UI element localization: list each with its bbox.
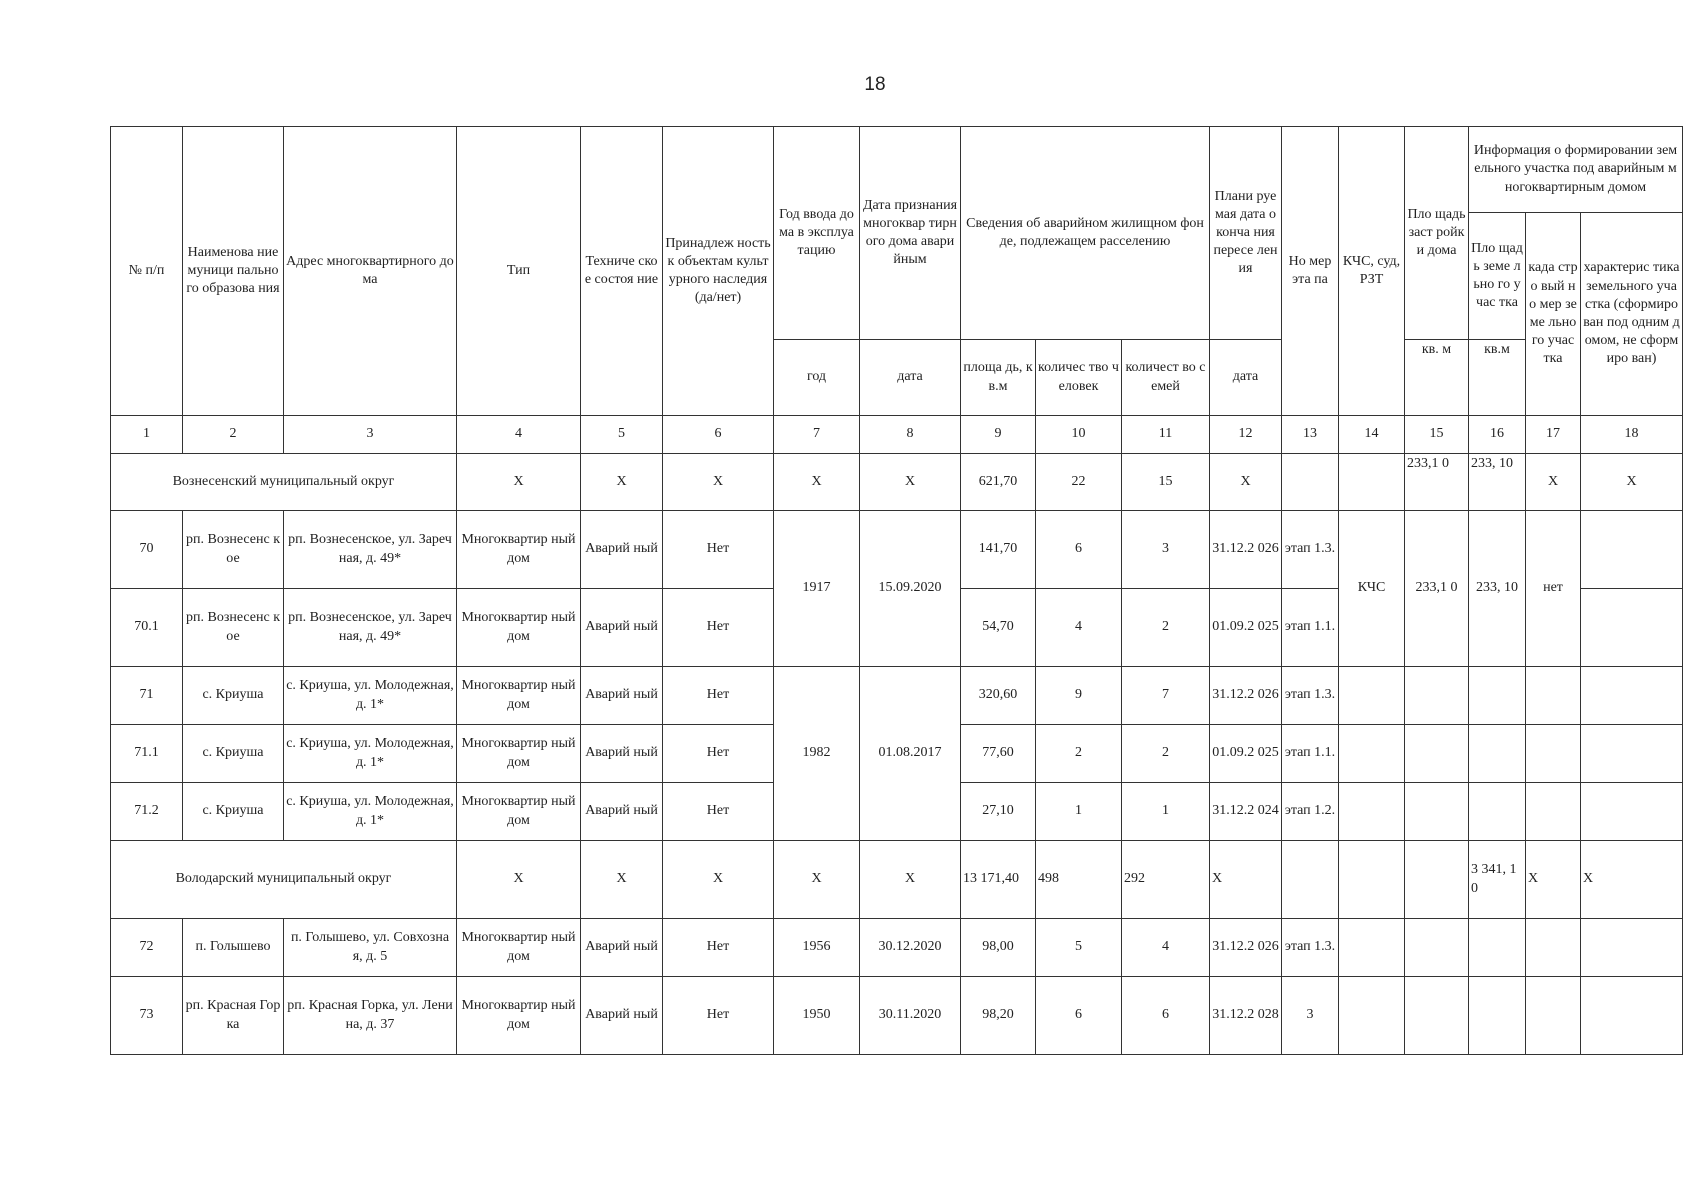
column-number: 10	[1036, 416, 1122, 454]
table-row	[111, 511, 1683, 589]
group-cell-cadastral: X	[1526, 454, 1581, 511]
column-number: 1	[111, 416, 183, 454]
row-municipality: рп. Вознесенс кое	[183, 589, 284, 667]
row-municipality: рп. Вознесенс кое	[183, 511, 284, 589]
group-cell-building-area	[1405, 841, 1469, 919]
row-plan-date: 31.12.2 024	[1210, 783, 1282, 841]
row-type: Многоквартир ный дом	[457, 977, 581, 1055]
row-address: с. Криуша, ул. Молодежная, д. 1*	[284, 667, 457, 725]
group-cell-land-area: 233, 10	[1469, 454, 1526, 511]
column-number: 17	[1526, 416, 1581, 454]
group-cell-year: X	[774, 454, 860, 511]
row-plan-date: 31.12.2 028	[1210, 977, 1282, 1055]
header-emergency-date: Дата признания многоквар тирного дома аварийным	[860, 127, 961, 340]
group-cell-heritage: X	[663, 454, 774, 511]
page-number: 18	[864, 74, 886, 95]
table-row	[111, 667, 1683, 725]
row-area: 77,60	[961, 725, 1036, 783]
column-number-row	[111, 416, 1683, 454]
row-families: 2	[1122, 725, 1210, 783]
row-stage: 3	[1282, 977, 1339, 1055]
row-heritage: Нет	[663, 511, 774, 589]
row-area: 141,70	[961, 511, 1036, 589]
row-stage: этап 1.1.	[1282, 589, 1339, 667]
row-heritage: Нет	[663, 667, 774, 725]
row-address: с. Криуша, ул. Молодежная, д. 1*	[284, 725, 457, 783]
row-kchs	[1339, 667, 1405, 725]
row-type: Многоквартир ный дом	[457, 919, 581, 977]
column-number: 14	[1339, 416, 1405, 454]
row-kchs	[1339, 977, 1405, 1055]
row-number: 73	[111, 977, 183, 1055]
header-number: № п/п	[111, 127, 183, 416]
header-date-unit: дата	[860, 340, 961, 416]
header-land-characteristics: характерис тика земельного участка (сформиро ван под одним домом, не сформиро ван)	[1581, 213, 1683, 416]
row-families: 7	[1122, 667, 1210, 725]
group-cell-families: 292	[1122, 841, 1210, 919]
row-people: 9	[1036, 667, 1122, 725]
group-cell-kchs	[1339, 454, 1405, 511]
row-heritage: Нет	[663, 783, 774, 841]
group-cell-year: X	[774, 841, 860, 919]
column-number: 6	[663, 416, 774, 454]
group-cell-state: X	[581, 841, 663, 919]
group-name: Вознесенский муниципальный округ	[111, 454, 457, 511]
row-people: 4	[1036, 589, 1122, 667]
row-area: 54,70	[961, 589, 1036, 667]
group-cell-building-area: 233,1 0	[1405, 454, 1469, 511]
row-number: 71	[111, 667, 183, 725]
group-cell-area: 621,70	[961, 454, 1036, 511]
header-row-1	[111, 127, 1683, 213]
row-kchs	[1339, 783, 1405, 841]
row-municipality: с. Криуша	[183, 725, 284, 783]
row-land-area	[1469, 667, 1526, 725]
row-address: рп. Вознесенское, ул. Заречная, д. 49*	[284, 511, 457, 589]
row-building-area	[1405, 783, 1469, 841]
row-state: Аварий ный	[581, 667, 663, 725]
row-commission-year: 1917	[774, 511, 860, 667]
row-emergency-date: 30.11.2020	[860, 977, 961, 1055]
header-land-area-unit: кв.м	[1469, 340, 1526, 416]
row-municipality: с. Криуша	[183, 783, 284, 841]
row-address: п. Голышево, ул. Совхозная, д. 5	[284, 919, 457, 977]
row-type: Многоквартир ный дом	[457, 725, 581, 783]
row-heritage: Нет	[663, 977, 774, 1055]
row-land-area	[1469, 977, 1526, 1055]
row-kchs: КЧС	[1339, 511, 1405, 667]
row-address: рп. Красная Горка, ул. Ленина, д. 37	[284, 977, 457, 1055]
row-heritage: Нет	[663, 589, 774, 667]
column-number: 8	[860, 416, 961, 454]
row-families: 4	[1122, 919, 1210, 977]
column-number: 12	[1210, 416, 1282, 454]
row-characteristics	[1581, 977, 1683, 1055]
row-people: 5	[1036, 919, 1122, 977]
row-area: 98,00	[961, 919, 1036, 977]
row-state: Аварий ный	[581, 725, 663, 783]
group-cell-families: 15	[1122, 454, 1210, 511]
group-cell-date: X	[860, 841, 961, 919]
row-building-area	[1405, 977, 1469, 1055]
row-commission-year: 1950	[774, 977, 860, 1055]
group-cell-kchs	[1339, 841, 1405, 919]
row-state: Аварий ный	[581, 511, 663, 589]
group-cell-stage	[1282, 454, 1339, 511]
row-land-area	[1469, 725, 1526, 783]
header-cadastral-number: када стро вый но мер земе льно го учас тка	[1526, 213, 1581, 416]
row-state: Аварий ный	[581, 589, 663, 667]
group-cell-type: X	[457, 841, 581, 919]
row-municipality: с. Криуша	[183, 667, 284, 725]
header-heritage: Принадлеж ность к объектам культурного наследия (да/нет)	[663, 127, 774, 416]
row-people: 2	[1036, 725, 1122, 783]
row-plan-date: 31.12.2 026	[1210, 511, 1282, 589]
group-cell-cadastral: X	[1526, 841, 1581, 919]
row-families: 6	[1122, 977, 1210, 1055]
row-families: 3	[1122, 511, 1210, 589]
row-building-area	[1405, 667, 1469, 725]
header-land-info: Информация о формировании земельного участка под аварийным многоквартирным домом	[1469, 127, 1683, 213]
row-area: 320,60	[961, 667, 1036, 725]
row-state: Аварий ный	[581, 783, 663, 841]
row-number: 70	[111, 511, 183, 589]
group-cell-plan-date: X	[1210, 841, 1282, 919]
row-stage: этап 1.2.	[1282, 783, 1339, 841]
group-cell-plan-date: X	[1210, 454, 1282, 511]
row-type: Многоквартир ный дом	[457, 667, 581, 725]
group-cell-type: X	[457, 454, 581, 511]
row-building-area	[1405, 725, 1469, 783]
row-kchs	[1339, 725, 1405, 783]
header-commission-year: Год ввода дома в эксплуа тацию	[774, 127, 860, 340]
header-building-area: Пло щадь заст ройки дома	[1405, 127, 1469, 340]
row-type: Многоквартир ный дом	[457, 511, 581, 589]
row-municipality: рп. Красная Горка	[183, 977, 284, 1055]
row-cadastral	[1526, 725, 1581, 783]
row-commission-year: 1982	[774, 667, 860, 841]
row-stage: этап 1.1.	[1282, 725, 1339, 783]
row-plan-date: 31.12.2 026	[1210, 919, 1282, 977]
group-cell-people: 498	[1036, 841, 1122, 919]
row-number: 71.1	[111, 725, 183, 783]
column-number: 3	[284, 416, 457, 454]
table-row	[111, 977, 1683, 1055]
row-type: Многоквартир ный дом	[457, 783, 581, 841]
header-stage: Но мер эта па	[1282, 127, 1339, 416]
group-cell-people: 22	[1036, 454, 1122, 511]
row-number: 72	[111, 919, 183, 977]
header-kchs: КЧС, суд, РЗТ	[1339, 127, 1405, 416]
header-emergency-fund: Сведения об аварийном жилищном фонде, подлежащем расселению	[961, 127, 1210, 340]
row-characteristics	[1581, 589, 1683, 667]
header-type: Тип	[457, 127, 581, 416]
row-characteristics	[1581, 919, 1683, 977]
row-stage: этап 1.3.	[1282, 919, 1339, 977]
row-stage: этап 1.3.	[1282, 667, 1339, 725]
group-name: Володарский муниципальный округ	[111, 841, 457, 919]
row-commission-year: 1956	[774, 919, 860, 977]
group-cell-heritage: X	[663, 841, 774, 919]
row-cadastral	[1526, 783, 1581, 841]
group-cell-land-area: 3 341, 10	[1469, 841, 1526, 919]
row-heritage: Нет	[663, 919, 774, 977]
row-land-area	[1469, 783, 1526, 841]
group-cell-characteristics: X	[1581, 841, 1683, 919]
row-plan-date: 01.09.2 025	[1210, 725, 1282, 783]
row-people: 6	[1036, 977, 1122, 1055]
row-number: 71.2	[111, 783, 183, 841]
column-number: 15	[1405, 416, 1469, 454]
row-building-area	[1405, 919, 1469, 977]
row-plan-date: 31.12.2 026	[1210, 667, 1282, 725]
column-number: 2	[183, 416, 284, 454]
header-technical-state: Техниче ское состоя ние	[581, 127, 663, 416]
column-number: 5	[581, 416, 663, 454]
row-emergency-date: 01.08.2017	[860, 667, 961, 841]
group-row-voznesensky	[111, 454, 1683, 511]
row-area: 27,10	[961, 783, 1036, 841]
group-cell-characteristics: X	[1581, 454, 1683, 511]
row-area: 98,20	[961, 977, 1036, 1055]
header-people: количес тво человек	[1036, 340, 1122, 416]
column-number: 16	[1469, 416, 1526, 454]
group-cell-state: X	[581, 454, 663, 511]
header-address: Адрес многоквартирного дома	[284, 127, 457, 416]
emergency-housing-table	[110, 126, 1683, 1055]
row-municipality: п. Голышево	[183, 919, 284, 977]
header-land-area: Пло щадь земе льно го учас тка	[1469, 213, 1526, 340]
column-number: 9	[961, 416, 1036, 454]
table-row	[111, 919, 1683, 977]
row-cadastral	[1526, 919, 1581, 977]
column-number: 18	[1581, 416, 1683, 454]
row-state: Аварий ный	[581, 977, 663, 1055]
header-building-area-unit: кв. м	[1405, 340, 1469, 416]
row-land-area: 233, 10	[1469, 511, 1526, 667]
row-stage: этап 1.3.	[1282, 511, 1339, 589]
header-area: площа дь, кв.м	[961, 340, 1036, 416]
row-emergency-date: 15.09.2020	[860, 511, 961, 667]
header-planned-date: Плани руемая дата оконча ния пересе ления	[1210, 127, 1282, 340]
group-cell-area: 13 171,40	[961, 841, 1036, 919]
row-building-area: 233,1 0	[1405, 511, 1469, 667]
header-families: количест во семей	[1122, 340, 1210, 416]
header-year-unit: год	[774, 340, 860, 416]
row-type: Многоквартир ный дом	[457, 589, 581, 667]
group-cell-stage	[1282, 841, 1339, 919]
column-number: 7	[774, 416, 860, 454]
row-characteristics	[1581, 783, 1683, 841]
column-number: 4	[457, 416, 581, 454]
row-characteristics	[1581, 725, 1683, 783]
row-land-area	[1469, 919, 1526, 977]
group-row-volodarsky	[111, 841, 1683, 919]
row-kchs	[1339, 919, 1405, 977]
row-cadastral: нет	[1526, 511, 1581, 667]
row-characteristics	[1581, 511, 1683, 589]
row-emergency-date: 30.12.2020	[860, 919, 961, 977]
column-number: 13	[1282, 416, 1339, 454]
row-state: Аварий ный	[581, 919, 663, 977]
header-plan-date-unit: дата	[1210, 340, 1282, 416]
row-characteristics	[1581, 667, 1683, 725]
row-plan-date: 01.09.2 025	[1210, 589, 1282, 667]
header-municipality: Наименова ние муници пального образова ния	[183, 127, 284, 416]
column-number: 11	[1122, 416, 1210, 454]
row-address: рп. Вознесенское, ул. Заречная, д. 49*	[284, 589, 457, 667]
row-people: 1	[1036, 783, 1122, 841]
group-cell-date: X	[860, 454, 961, 511]
row-heritage: Нет	[663, 725, 774, 783]
row-people: 6	[1036, 511, 1122, 589]
row-cadastral	[1526, 667, 1581, 725]
row-number: 70.1	[111, 589, 183, 667]
row-families: 2	[1122, 589, 1210, 667]
row-cadastral	[1526, 977, 1581, 1055]
row-families: 1	[1122, 783, 1210, 841]
row-address: с. Криуша, ул. Молодежная, д. 1*	[284, 783, 457, 841]
